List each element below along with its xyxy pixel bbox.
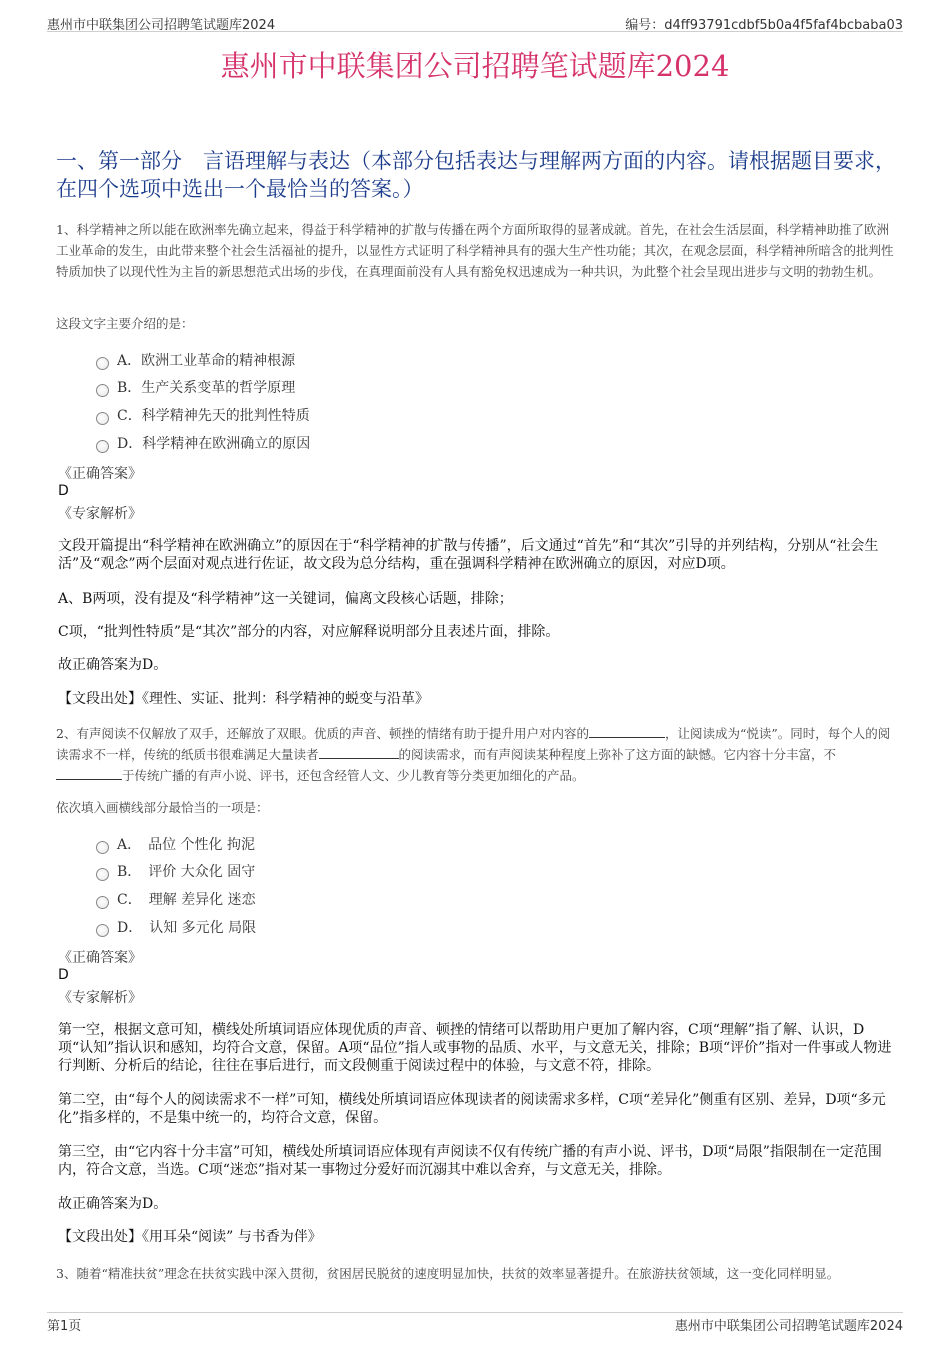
question-2-text (56, 723, 896, 786)
question-1-source: 【文段出处】《理性、实证、批判：科学精神的蜕变与沿革》 (58, 691, 429, 707)
radio-icon[interactable] (96, 924, 109, 937)
radio-icon[interactable] (96, 440, 109, 453)
option-label: B． 评价 大众化 固守 (117, 864, 256, 880)
radio-icon[interactable] (96, 896, 109, 909)
question-1-answer-label: 《正确答案》 (58, 466, 142, 482)
question-2-analysis-p3: 第三空，由“它内容十分丰富”可知，横线处所填词语应体现有声阅读不仅有传统广播的有声小说、评书，D项“局限”指限制在一定范围内，符合文意，当选。C项“迷恋”指对某一事物过分爱好而沉溺其中难以舍弃，与文意无关，排除。 (58, 1144, 882, 1178)
question-2-answer: D (58, 967, 69, 983)
question-2-text-part: 的阅读需求，而有声阅读某种程度上弥补了这方面的缺憾。它内容十分丰富，不 (398, 747, 837, 762)
question-2-text-part: ，让阅读成为“悦读”。同时，每个人的阅读需求不一样，传统的纸质书很难满足大量读者 (56, 726, 891, 762)
option-label: B．生产关系变革的哲学原理 (117, 380, 296, 396)
question-2-analysis-p4: 故正确答案为D。 (58, 1196, 168, 1212)
page-number: 第1页 (47, 1319, 82, 1334)
question-2-analysis-p1: 第一空，根据文意可知，横线处所填词语应体现优质的声音、顿挫的情绪可以帮助用户更加了解内容，C项“理解”指了解、认识，D项“认知”指认识和感知，均符合文意，保留。A项“品位”指人或事物的品质、水平，与文意无关，排除；B项“评价”指对一件事或人物进行判断、分析后的结论，往往在事后进行，而文段侧重于阅读过程中的体验，与文意不符，排除。 (58, 1022, 892, 1074)
question-1-analysis-p3: C项，“批判性特质”是“其次”部分的内容，对应解释说明部分且表述片面，排除。 (58, 624, 560, 640)
question-1-analysis-label: 《专家解析》 (58, 506, 142, 522)
question-2-text-part: 2、有声阅读不仅解放了双手，还解放了双眼。优质的声音、顿挫的情绪有助于提升用户对内容的 (56, 726, 589, 741)
fill-blank-3[interactable] (56, 768, 122, 780)
question-1-analysis-p2: A、B两项，没有提及“科学精神”这一关键词，偏离文段核心话题，排除； (58, 591, 513, 607)
radio-icon[interactable] (96, 357, 109, 370)
question-1-option-c[interactable] (96, 404, 310, 426)
question-2-text-part: 于传统广播的有声小说、评书，还包含经管人文、少儿教育等分类更加细化的产品。 (122, 768, 585, 783)
question-1-answer: D (58, 483, 69, 499)
option-label: A． 品位 个性化 拘泥 (117, 837, 256, 853)
question-1-text: 1、科学精神之所以能在欧洲率先确立起来，得益于科学精神的扩散与传播在两个方面所取得的显著成就。首先，在社会生活层面，科学精神助推了欧洲工业革命的发生，由此带来整个社会生活福祉的提升，以显性方式证明了科学精神具有的强大生产性功能；其次，在观念层面，科学精神所暗含的批判性特质加快了以现代性为主旨的新思想范式出场的步伐，在真理面前没有人具有豁免权迅速成为一种共识，为此整个社会呈现出进步与文明的勃勃生机。 (56, 222, 894, 279)
question-2-option-d[interactable] (96, 916, 256, 938)
question-2-source: 【文段出处】《用耳朵“阅读” 与书香为伴》 (58, 1229, 322, 1245)
option-label: C． 理解 差异化 迷恋 (117, 892, 256, 908)
page-header (47, 12, 903, 32)
radio-icon[interactable] (96, 868, 109, 881)
header-doc-id: 编号：d4ff93791cdbf5b0a4f5faf4bcbaba03 (625, 18, 903, 33)
question-1-prompt: 这段文字主要介绍的是： (56, 316, 194, 331)
fill-blank-1[interactable] (589, 726, 665, 738)
header-doc-title: 惠州市中联集团公司招聘笔试题库2024 (47, 18, 276, 33)
fill-blank-2[interactable] (319, 747, 399, 759)
radio-icon[interactable] (96, 841, 109, 854)
option-label: D．科学精神在欧洲确立的原因 (117, 436, 311, 452)
radio-icon[interactable] (96, 412, 109, 425)
question-2-analysis-label: 《专家解析》 (58, 990, 142, 1006)
question-1-analysis-p1: 文段开篇提出“科学精神在欧洲确立”的原因在于“科学精神的扩散与传播”，后文通过“首先”和“其次”引导的并列结构，分别从“社会生活”及“观念”两个层面对观点进行佐证，故文段为总分结构，重在强调科学精神在欧洲确立的原因，对应D项。 (58, 538, 879, 572)
question-1-option-d[interactable] (96, 432, 310, 454)
option-label: A．欧洲工业革命的精神根源 (117, 353, 296, 369)
question-1-option-b[interactable] (96, 376, 295, 398)
section-heading: 一、第一部分 言语理解与表达（本部分包括表达与理解两方面的内容。请根据题目要求，在四个选项中选出一个最恰当的答案。） (56, 149, 896, 201)
question-2-option-b[interactable] (96, 860, 255, 882)
question-2-option-c[interactable] (96, 888, 256, 910)
question-1-analysis-p4: 故正确答案为D。 (58, 657, 168, 673)
question-2-prompt: 依次填入画横线部分最恰当的一项是： (56, 800, 269, 815)
footer-doc-title: 惠州市中联集团公司招聘笔试题库2024 (674, 1319, 903, 1334)
question-2-analysis-p2: 第二空，由“每个人的阅读需求不一样”可知，横线处所填词语应体现读者的阅读需求多样，C项“差异化”侧重有区别、差异，D项“多元化”指多样的，不是集中统一的，均符合文意，保留。 (58, 1092, 886, 1126)
question-3-text: 3、随着“精准扶贫”理念在扶贫实践中深入贯彻，贫困居民脱贫的速度明显加快，扶贫的效率显著提升。在旅游扶贫领域，这一变化同样明显。 (56, 1266, 840, 1281)
radio-icon[interactable] (96, 384, 109, 397)
option-label: C．科学精神先天的批判性特质 (117, 408, 310, 424)
question-2-answer-label: 《正确答案》 (58, 950, 142, 966)
page-title: 惠州市中联集团公司招聘笔试题库2024 (220, 49, 730, 83)
page-footer (47, 1312, 903, 1334)
question-2-option-a[interactable] (96, 833, 255, 855)
question-1-option-a[interactable] (96, 349, 295, 371)
option-label: D． 认知 多元化 局限 (117, 920, 257, 936)
